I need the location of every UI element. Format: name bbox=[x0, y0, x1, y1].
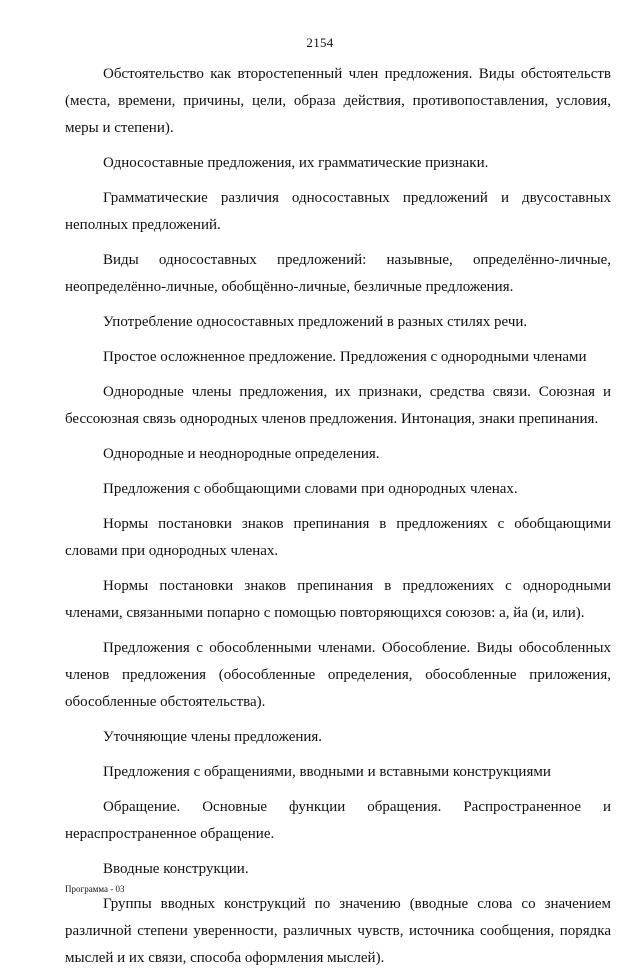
paragraph-usage-styles: Употребление односоставных предложений в разных стилях речи. bbox=[103, 314, 528, 330]
paragraph-punctuation-paired: Нормы постановки знаков препинания в предложениях с однородными членами, связанными попарно с помощью повторяющихся союзов: а, йа (и, или). bbox=[65, 578, 611, 621]
paragraph-simple-complicated: Простое осложненное предложение. Предложения с однородными членами bbox=[103, 349, 587, 365]
paragraph-types-one-member: Виды односоставных предложений: назывные, определённо-личные, неопределённо-личные, обобщённо-личные, безличные предложения. bbox=[65, 252, 611, 295]
paragraph-address: Обращение. Основные функции обращения. Распространенное и нераспространенное обращение. bbox=[65, 799, 611, 842]
paragraph-generalizing-words: Предложения с обобщающими словами при однородных членах. bbox=[103, 481, 518, 497]
paragraph-definitions: Однородные и неоднородные определения. bbox=[103, 446, 380, 462]
footer-label: Программа - 03 bbox=[65, 884, 125, 894]
paragraph-homogeneous-members: Однородные члены предложения, их признаки, средства связи. Союзная и бессоюзная связь однородных членов предложения. Интонация, знаки препинания. bbox=[65, 384, 611, 427]
paragraph-addresses-introductory: Предложения с обращениями, вводными и вставными конструкциями bbox=[103, 764, 551, 780]
paragraph-clarifying-members: Уточняющие члены предложения. bbox=[103, 729, 323, 745]
paragraph-one-member-sentences: Односоставные предложения, их грамматические признаки. bbox=[103, 155, 489, 171]
paragraph-circumstance: Обстоятельство как второстепенный член предложения. Виды обстоятельств (места, времени, причины, цели, образа действия, противопоставления, условия, меры и степени). bbox=[65, 66, 611, 136]
paragraph-punctuation-generalizing: Нормы постановки знаков препинания в предложениях с обобщающими словами при однородных членах. bbox=[65, 516, 611, 559]
paragraph-introductory: Вводные конструкции. bbox=[103, 861, 249, 877]
paragraph-introductory-groups: Группы вводных конструкций по значению (вводные слова со значением различной степени уверенности, различных чувств, источника сообщения, порядка мыслей и их связи, способа оформления мыслей). bbox=[65, 896, 611, 966]
paragraph-isolated-members: Предложения с обособленными членами. Обособление. Виды обособленных членов предложения (обособленные определения, обособленные приложения, обособленные обстоятельства). bbox=[65, 640, 611, 710]
paragraph-grammatical-differences: Грамматические различия односоставных предложений и двусоставных неполных предложений. bbox=[65, 190, 611, 233]
page-number: 2154 bbox=[306, 35, 334, 50]
document-body bbox=[65, 61, 611, 980]
